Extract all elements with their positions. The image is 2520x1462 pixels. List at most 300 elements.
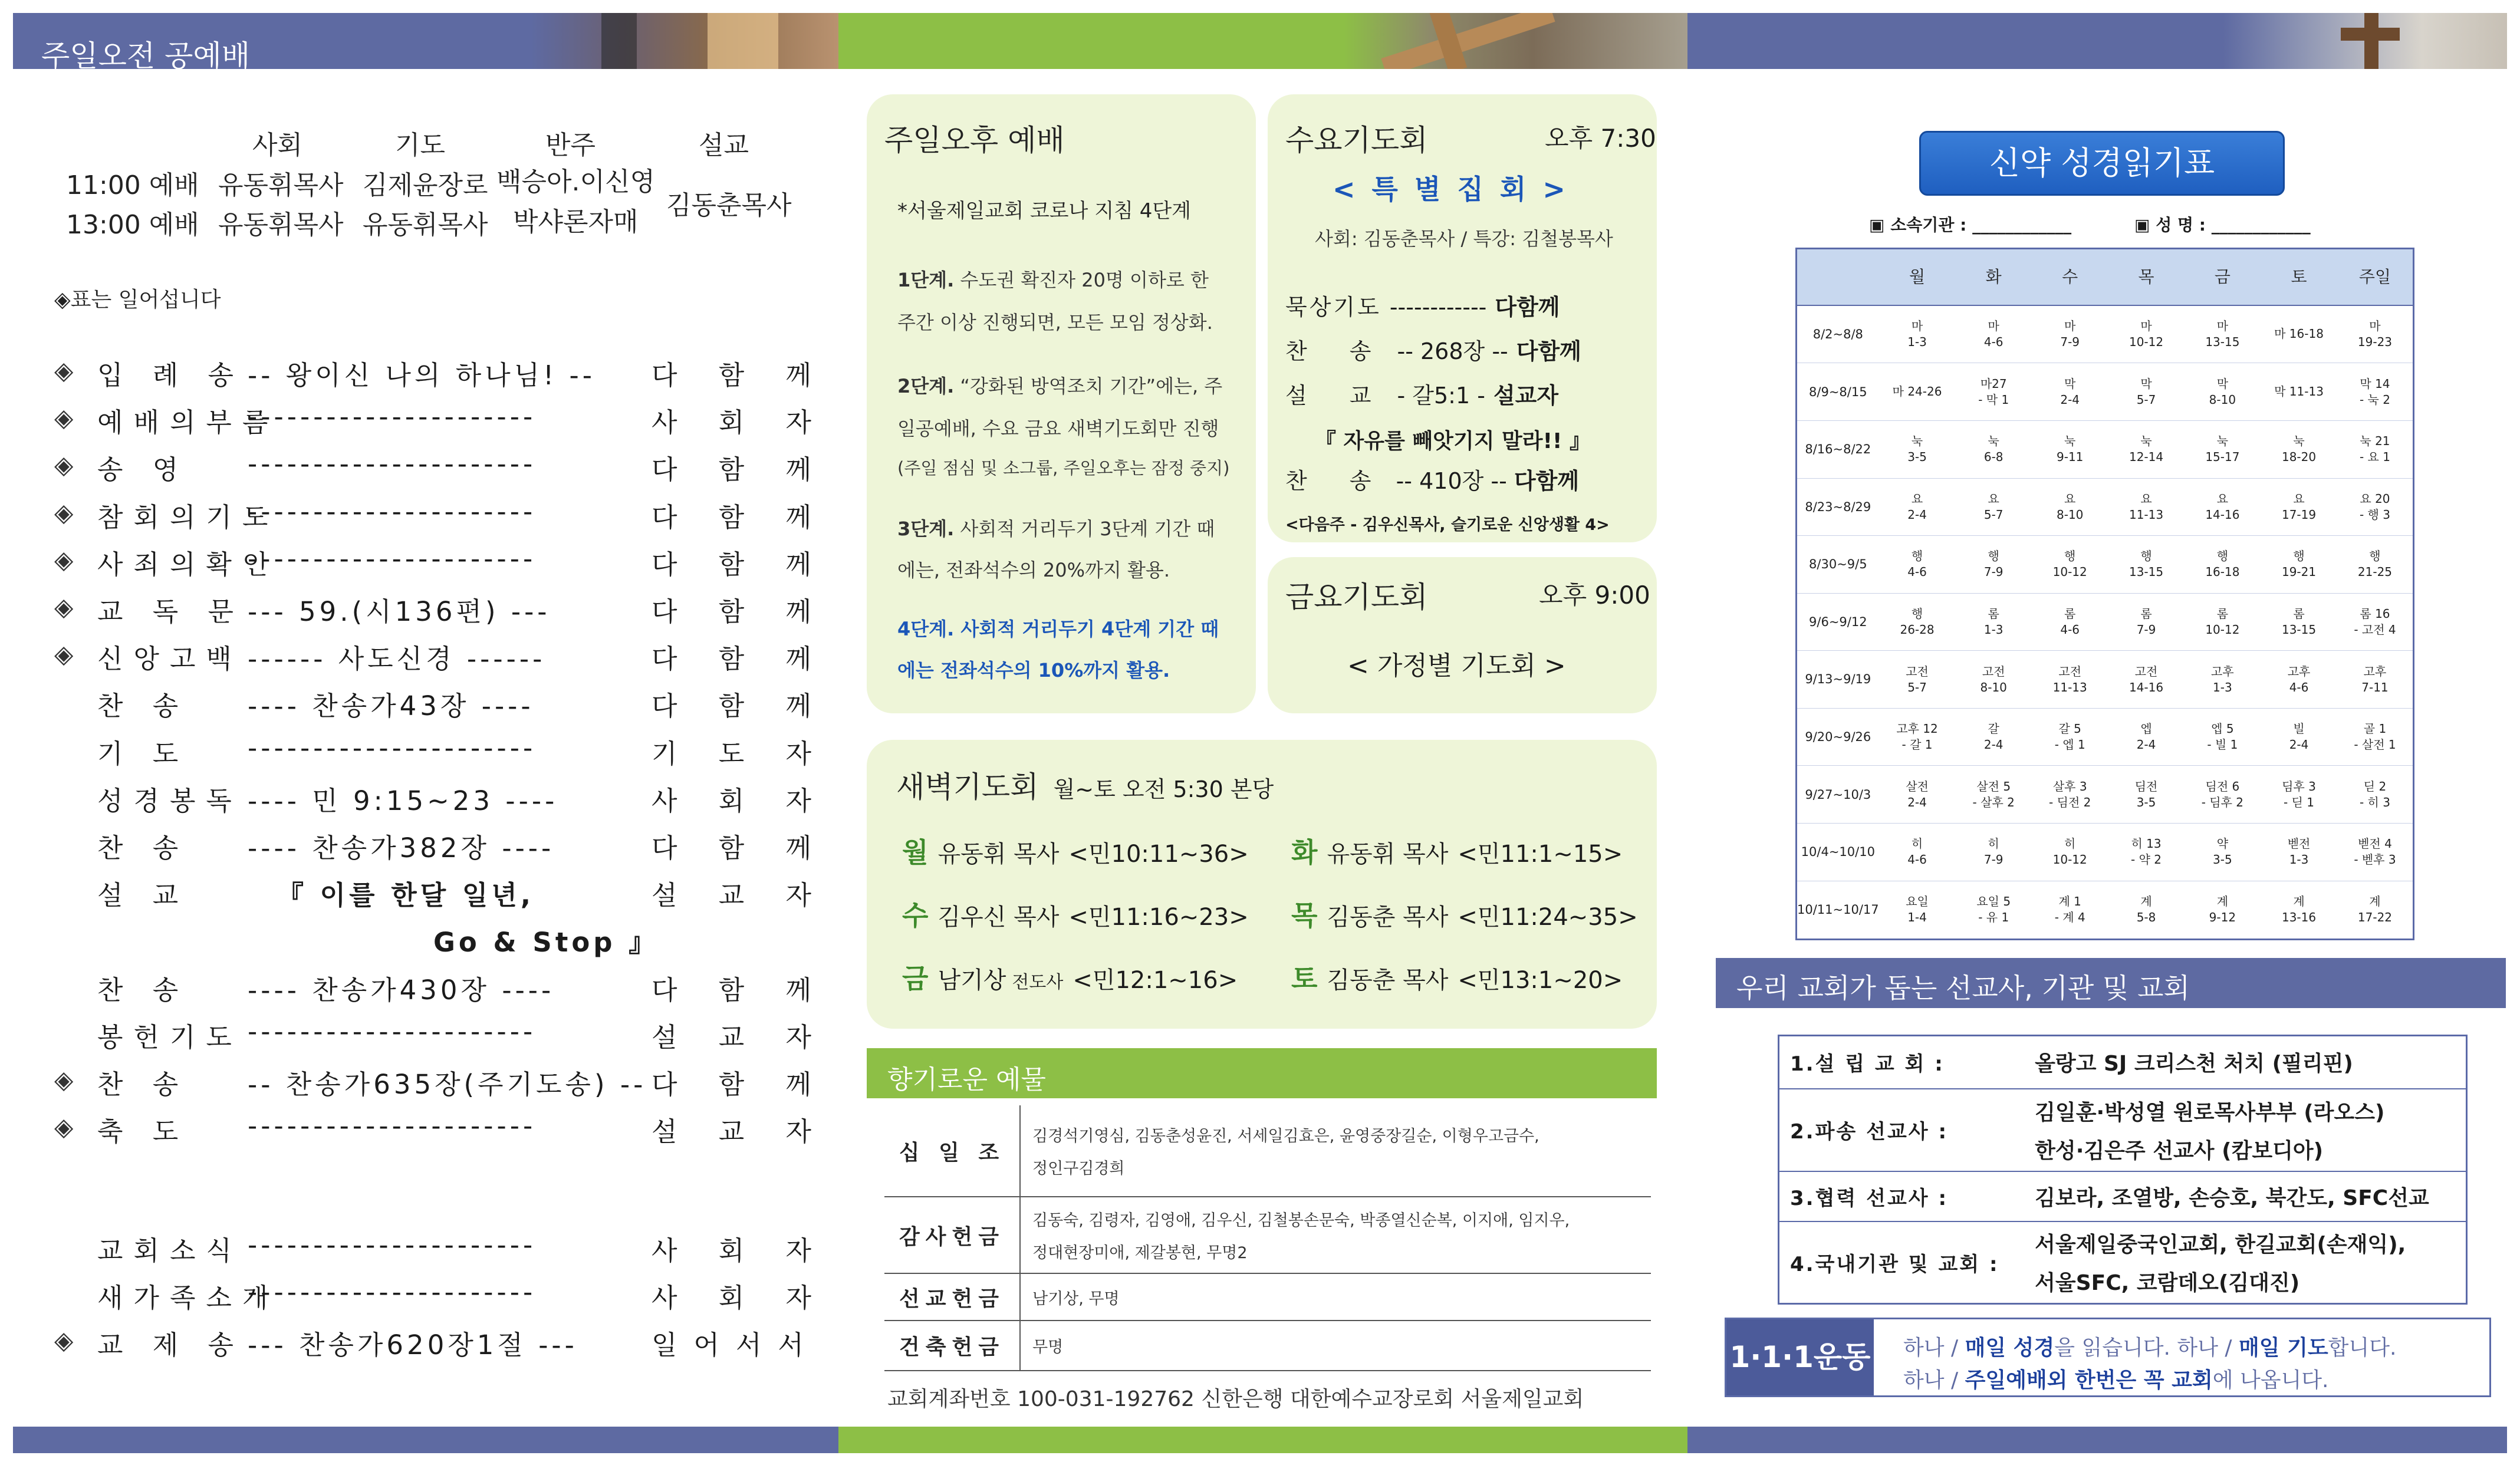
reading-range: 12-14 [2128,450,2164,465]
reading-cell [2185,651,2261,709]
friday-title: 금요기도회 [1285,580,1428,614]
reading-cell [1955,305,2032,363]
offering-names-line: 정인구김경희 [1032,1160,1125,1178]
reading-cell [2337,766,2414,824]
reading-row [1797,708,2414,766]
reading-range: 7-9 [1983,565,2004,579]
reading-range: 7-9 [2060,334,2080,349]
reading-range: - 유 1 [1978,910,2009,925]
liturgy-item: 찬 송 [97,974,189,1006]
reading-cell [1955,881,2032,939]
reading-cell [2108,305,2184,363]
reading-range: 3-5 [2213,852,2232,867]
reading-cell [2185,708,2261,766]
offering-names [1020,1197,1651,1273]
bottom-band-right [1687,1427,2507,1453]
reading-book: 롬 [1988,606,1999,621]
candle-photo [531,13,838,69]
liturgy-by: 다 함 께 [652,1069,828,1100]
reading-cell [1879,593,1956,651]
reading-book: 롬 [2140,606,2152,621]
reading-range: 16-18 [2205,565,2240,579]
reading-range: 7-9 [2136,622,2156,637]
reading-range: 4-6 [1907,852,1927,867]
liturgy-item: 찬 송 [97,690,189,722]
step-text: 사회적 거리두기 3단계 기간 때 [960,518,1215,540]
reading-book: 고전 [1906,664,1929,679]
reading-cell [2032,823,2108,881]
reading-book: 행 [2369,549,2381,564]
reading-book: 롬 16 [2360,606,2390,621]
mission-value [2024,1221,2466,1304]
offering-names-line: 김동숙, 김령자, 김영애, 김우신, 김철봉손문숙, 박종열신순복, 이지애, 임지우, [1032,1211,1570,1230]
dawn-title: 새벽기도회 [896,770,1039,804]
reading-book: 고후 [2211,664,2234,679]
reading-cell [2261,881,2337,939]
reading-book: 고후 12 [1896,722,1938,736]
liturgy-by: 다 함 께 [652,643,828,675]
wednesday-title: 수요기도회 [1285,123,1428,157]
mission-label: 4.국내기관 및 교회 : [1779,1221,2025,1304]
reading-book: 눅 [1988,434,1999,449]
reading-range: 5-8 [2136,910,2156,925]
offering-names [1020,1321,1651,1371]
liturgy-content: --- 찬송가620장1절 --- [248,1329,578,1361]
reading-book: 엡 [2140,722,2152,736]
dawn-heading [896,763,1274,806]
reading-book: 행 [2064,549,2076,564]
reading-row [1797,766,2414,824]
liturgy-mark: ◈ [54,450,74,480]
reading-range: 2-4 [1907,795,1927,809]
reading-range: 8-10 [1980,680,2007,694]
reading-cell [2032,766,2108,824]
offering-row [884,1321,1651,1371]
reading-book: 마 [1988,318,1999,333]
mission-value-line: 한성·김은주 선교사 (캄보디아) [2035,1138,2324,1163]
reading-book: 막 11-13 [2274,384,2324,399]
name-field: ▣ 성 명 : ____________ [2134,215,2311,235]
liturgy-content: ---------------------- [248,1276,537,1308]
afternoon-panel [867,94,1256,713]
reading-row [1797,593,2414,651]
reading-cell [1879,881,1956,939]
reading-book: 요 [2293,491,2305,506]
liturgy-mark: ◈ [54,498,74,527]
reading-cell [2337,881,2414,939]
reading-cell [2337,823,2414,881]
order-content: -- 410장 -- [1396,468,1507,494]
reading-book: 행 [2216,549,2229,564]
mission-value-line: 서울제일중국인교회, 한길교회(손재익), [2035,1233,2406,1257]
reading-book: 마 [1911,318,1923,333]
reading-date: 9/27~10/3 [1797,766,1879,824]
liturgy-mark: ◈ [54,592,74,621]
reading-cell [2261,536,2337,594]
reading-cell [2261,363,2337,421]
liturgy-item: 설 교 [97,880,189,911]
reading-book: 빌 [2293,722,2305,736]
reading-cell [2337,536,2414,594]
reading-book: 요 [2216,491,2229,506]
service-accompanist: 박샤론자매 [513,207,639,237]
liturgy-item: 송 영 [97,454,189,486]
reading-cell [2032,478,2108,536]
reading-range: 26-28 [1900,622,1935,637]
reading-cell [2108,881,2184,939]
reading-book: 살전 [1906,779,1929,793]
standing-note: ◈표는 일어섭니다 [54,288,221,312]
reading-book: 막 [2064,376,2076,391]
liturgy-by: 다 함 께 [652,974,828,1006]
offering-row [884,1197,1651,1273]
reading-range: 8-10 [2057,507,2084,522]
mission-value [2024,1036,2466,1089]
reading-cell [2108,766,2184,824]
offering-names-line: 김경석기영심, 김동춘성윤진, 서세일김효은, 윤영중장길순, 이형우고금수, [1032,1127,1539,1145]
reading-title: 신약 성경읽기표 [1919,131,2285,196]
reading-book: 막 14 [2360,376,2390,391]
dawn-passage: <민11:24~35> [1458,904,1638,931]
reading-book: 고전 [2058,664,2082,679]
reading-range: - 갈 1 [1901,737,1933,752]
affiliation-field: ▣ 소속기관 : ____________ [1869,215,2072,235]
reading-range: - 계 4 [2054,910,2085,925]
day-header: 토 [2261,249,2337,305]
reading-book: 히 [2064,837,2076,851]
reading-range: 2-4 [1907,507,1927,522]
reading-range: 3-5 [2136,795,2156,809]
reading-table [1795,248,2414,940]
campaign-line-2: 하나 / 주일예배외 한번은 꼭 교회에 나옵니다. [1903,1368,2329,1392]
liturgy-content: Go & Stop 』 [433,927,659,959]
order-by: 다함께 [1516,338,1581,364]
dawn-leader: 김동춘 목사 [1327,904,1449,931]
offering-names [1020,1273,1651,1321]
reading-range: 10-12 [2052,565,2087,579]
reading-book: 요일 5 [1976,894,2011,909]
liturgy-by: 다 함 께 [652,454,828,486]
wednesday-leaders: 사회: 김동춘목사 / 특강: 김철봉목사 [1315,228,1613,250]
reading-range: 11-13 [2128,507,2164,522]
reading-range: 10-12 [2052,852,2087,867]
missions-header: 우리 교회가 돕는 선교사, 기관 및 교회 [1736,972,2190,1004]
liturgy-by: 다 함 께 [652,832,828,864]
liturgy-item: 입 례 송 [97,360,245,391]
mission-row [1779,1089,2467,1171]
liturgy-item: 축 도 [97,1116,189,1148]
date-col-header [1797,249,1879,305]
reading-cell [2185,536,2261,594]
afternoon-subtitle: *서울제일교회 코로나 지침 4단계 [897,199,1192,223]
reading-range: 2-4 [1983,737,2004,752]
step-text: 주간 이상 진행되면, 모든 모임 정상화. [897,311,1213,334]
liturgy-content: ---------------------- [248,401,537,433]
liturgy-item: 사죄의확인 [97,548,279,580]
wednesday-time: 오후 7:30 [1545,124,1656,153]
day-header: 목 [2108,249,2184,305]
reading-range: 7-11 [2361,680,2389,694]
reading-range: 14-16 [2205,507,2240,522]
liturgy-content: ---- 민 9:15~23 ---- [248,785,558,816]
reading-range: 6-8 [1983,450,2004,465]
reading-range: - 고전 4 [2354,622,2396,637]
reading-cell [2108,708,2184,766]
reading-range: - 딛 1 [2284,795,2315,809]
reading-book: 눅 [2216,434,2229,449]
reading-cell [2185,823,2261,881]
reading-cell [2261,478,2337,536]
reading-book: 요 20 [2360,491,2390,506]
reading-cell [2108,651,2184,709]
mission-label: 2.파송 선교사 : [1779,1089,2025,1171]
order-item: 찬 송 [1285,468,1389,494]
mission-value-line: 서울SFC, 코람데오(김대진) [2035,1271,2300,1296]
reading-row [1797,536,2414,594]
reading-book: 마 [2140,318,2152,333]
order-row [1285,333,1581,366]
reading-range: 4-6 [1983,334,2004,349]
liturgy-mark: ◈ [54,1112,74,1142]
reading-cell [2185,421,2261,479]
reading-row [1797,421,2414,479]
reading-book: 요 [2140,491,2152,506]
liturgy-by: 설 교 자 [652,880,828,911]
offering-row [884,1273,1651,1321]
reading-book: 살후 3 [2052,779,2087,793]
reading-book: 행 [1988,549,1999,564]
mission-label: 3.협력 선교사 : [1779,1171,2025,1221]
liturgy-item: 신앙고백 [97,643,242,675]
step-2 [897,371,1222,399]
step-text: 일공예배, 수요 금요 새벽기도회만 진행 [897,417,1219,440]
dawn-passage: <민13:1~20> [1458,967,1623,994]
reading-cell [1879,651,1956,709]
step-4 [897,614,1219,641]
reading-cell [2185,881,2261,939]
reading-range: 5-7 [1907,680,1927,694]
reading-book: 히 [1988,837,1999,851]
mission-value-line: 김일훈·박성열 원로목사부부 (라오스) [2035,1100,2385,1125]
reading-range: 1-3 [2289,852,2309,867]
service-accompanist: 백승아.이신영 [496,167,656,197]
role-header: 기도 [395,130,446,160]
reading-date: 9/20~9/26 [1797,708,1879,766]
liturgy-mark: ◈ [54,403,74,433]
reading-cell [1955,478,2032,536]
day-label: 월 [902,837,929,868]
liturgy-by: 다 함 께 [652,360,828,391]
reading-cell [2337,421,2414,479]
dawn-day [1291,957,1623,996]
reading-cell [1955,536,2032,594]
reading-date: 10/11~10/17 [1797,881,1879,939]
reading-cell [1955,651,2032,709]
reading-book: 눅 [2064,434,2076,449]
campaign-line-1: 하나 / 매일 성경을 읽습니다. 하나 / 매일 기도합니다. [1903,1336,2397,1360]
liturgy-content: ------ 사도신경 ------ [248,643,546,675]
order-row [1285,377,1558,410]
reading-range: 8-10 [2209,392,2236,407]
reading-cell [2032,305,2108,363]
reading-row [1797,363,2414,421]
reading-book: 눅 21 [2360,434,2390,449]
morning-header: 주일오전 공예배 [41,39,250,73]
reading-book: 딤후 3 [2282,779,2316,793]
reading-range: 19-23 [2357,334,2393,349]
reading-cell [2032,708,2108,766]
liturgy-content: ---- 찬송가43장 ---- [248,690,534,722]
bible-photo [2223,13,2507,69]
reading-book: 눅 [1911,434,1923,449]
mission-value-line: 김보라, 조열방, 손승호, 북간도, SFC선교 [2035,1186,2429,1210]
reading-book: 요일 [1906,894,1929,909]
step-text: 수도권 확진자 20명 이하로 한 [960,269,1209,291]
liturgy-mark: ◈ [54,1065,74,1094]
liturgy-content: ---- 찬송가382장 ---- [248,832,555,864]
reading-cell [2108,478,2184,536]
reading-book: 행 [2140,549,2152,564]
reading-book: 약 [2216,837,2229,851]
offering-type: 감사헌금 [884,1197,1020,1273]
reading-cell [2032,881,2108,939]
reading-cell [2185,305,2261,363]
liturgy-mark: ◈ [54,545,74,574]
liturgy-item: 성경봉독 [97,785,242,816]
reading-cell [2108,421,2184,479]
reading-book: 계 [2369,894,2381,909]
reading-book: 갈 [1988,722,1999,736]
liturgy-by: 사 회 자 [652,407,828,439]
cross-photo [1344,13,1687,69]
reading-book: 벧전 [2287,837,2311,851]
reading-cell [2032,536,2108,594]
reading-cell [1879,766,1956,824]
reading-cell [2261,708,2337,766]
dawn-info: 월~토 오전 5:30 본당 [1053,776,1274,802]
reading-book: 눅 [2140,434,2152,449]
step-text: 에는 전좌석수의 10%까지 활용. [897,659,1170,681]
liturgy-by: 사 회 자 [652,1235,828,1266]
reading-range: 13-15 [2205,334,2240,349]
dawn-passage: <민12:1~16> [1073,967,1238,994]
reading-row [1797,305,2414,363]
dawn-day [902,957,1238,996]
reading-book: 고후 [2363,664,2387,679]
liturgy-item: 찬 송 [97,1069,189,1100]
reading-cell [2108,593,2184,651]
reading-book: 고후 [2287,664,2311,679]
reading-cell [1955,593,2032,651]
service-host: 유동휘목사 [218,170,344,200]
day-header: 월 [1879,249,1956,305]
reading-book: 골 1 [2363,722,2387,736]
offering-type: 십 일 조 [884,1105,1020,1197]
reading-cell [2032,363,2108,421]
liturgy-by: 다 함 께 [652,548,828,580]
reading-cell [2337,651,2414,709]
dawn-leader: 유동휘 목사 [1327,841,1449,868]
mission-value-line: 올랑고 SJ 크리스천 처치 (필리핀) [2035,1052,2353,1076]
offering-header: 향기로운 예물 [887,1065,1047,1095]
step-label: 4단계. [897,618,955,640]
reading-book: 롬 [2293,606,2305,621]
reading-row [1797,823,2414,881]
order-item: 설 교 [1285,383,1389,409]
reading-cell [2261,593,2337,651]
reading-date: 8/23~8/29 [1797,478,1879,536]
reading-date: 8/9~8/15 [1797,363,1879,421]
step-text: (주일 점심 및 소그룹, 주일오후는 잠정 중지) [897,458,1230,478]
reading-cell [2185,478,2261,536]
reading-range: - 요 1 [2359,450,2390,465]
reading-book: 요 [1911,491,1923,506]
reading-cell [1879,536,1956,594]
reading-range: - 눅 2 [2359,392,2390,407]
reading-range: - 빌 1 [2207,737,2238,752]
order-item: 찬 송 [1285,338,1389,364]
reading-row [1797,478,2414,536]
step-text: 사회적 거리두기 4단계 기간 때 [960,618,1219,640]
reading-cell [1955,708,2032,766]
liturgy-content: ---- 찬송가430장 ---- [248,974,555,1006]
service-prayer: 유동휘목사 [363,210,488,240]
wednesday-hymn [1285,463,1579,495]
reading-cell [2337,708,2414,766]
order-by: 설교자 [1493,383,1559,409]
liturgy-mark: ◈ [54,640,74,669]
reading-book: 마 16-18 [2274,327,2324,341]
step-1 [897,265,1209,292]
reading-book: 막 [2140,376,2152,391]
day-label: 화 [1291,837,1318,868]
day-label: 수 [902,900,929,931]
reading-range: 9-12 [2209,910,2236,925]
step-text: 에는, 전좌석수의 20%까지 활용. [897,559,1170,581]
bank-account: 교회계좌번호 100-031-192762 신한은행 대한예수교장로회 서울제일교회 [887,1387,1584,1411]
liturgy-content: ---------------------- [248,732,537,763]
liturgy-mark: ◈ [54,356,74,385]
order-by: 다함께 [1514,468,1580,494]
offering-row [884,1105,1651,1197]
reading-range: 21-25 [2357,565,2393,579]
reading-book: 딛 2 [2363,779,2387,793]
bottom-band-left [13,1427,838,1453]
liturgy-item: 참회의기도 [97,501,279,533]
mission-row [1779,1171,2467,1221]
liturgy-by: 설 교 자 [652,1021,828,1053]
reading-cell [1955,766,2032,824]
mission-value [2024,1089,2466,1171]
preacher: 김동춘목사 [666,190,792,220]
order-content: - 갈5:1 - [1397,383,1485,409]
reading-book: 마 [2216,318,2229,333]
reading-cell [2032,651,2108,709]
role-header: 설교 [699,130,749,160]
liturgy-content: ---------------------- [248,1229,537,1260]
reading-cell [2185,766,2261,824]
dawn-leader: 김우신 목사 [937,904,1060,931]
service-time: 11:00 예배 [66,170,199,200]
liturgy-content: -- 찬송가635장(주기도송) -- [248,1069,647,1100]
reading-range: - 행 3 [2359,507,2390,522]
dawn-passage: <민11:1~15> [1458,841,1623,868]
reading-range: - 히 3 [2359,795,2390,809]
liturgy-item: 봉헌기도 [97,1021,242,1053]
liturgy-by: 일어서서 [652,1329,820,1361]
liturgy-content: --- 59.(시136편) --- [248,596,551,627]
reading-range: 10-12 [2205,622,2240,637]
